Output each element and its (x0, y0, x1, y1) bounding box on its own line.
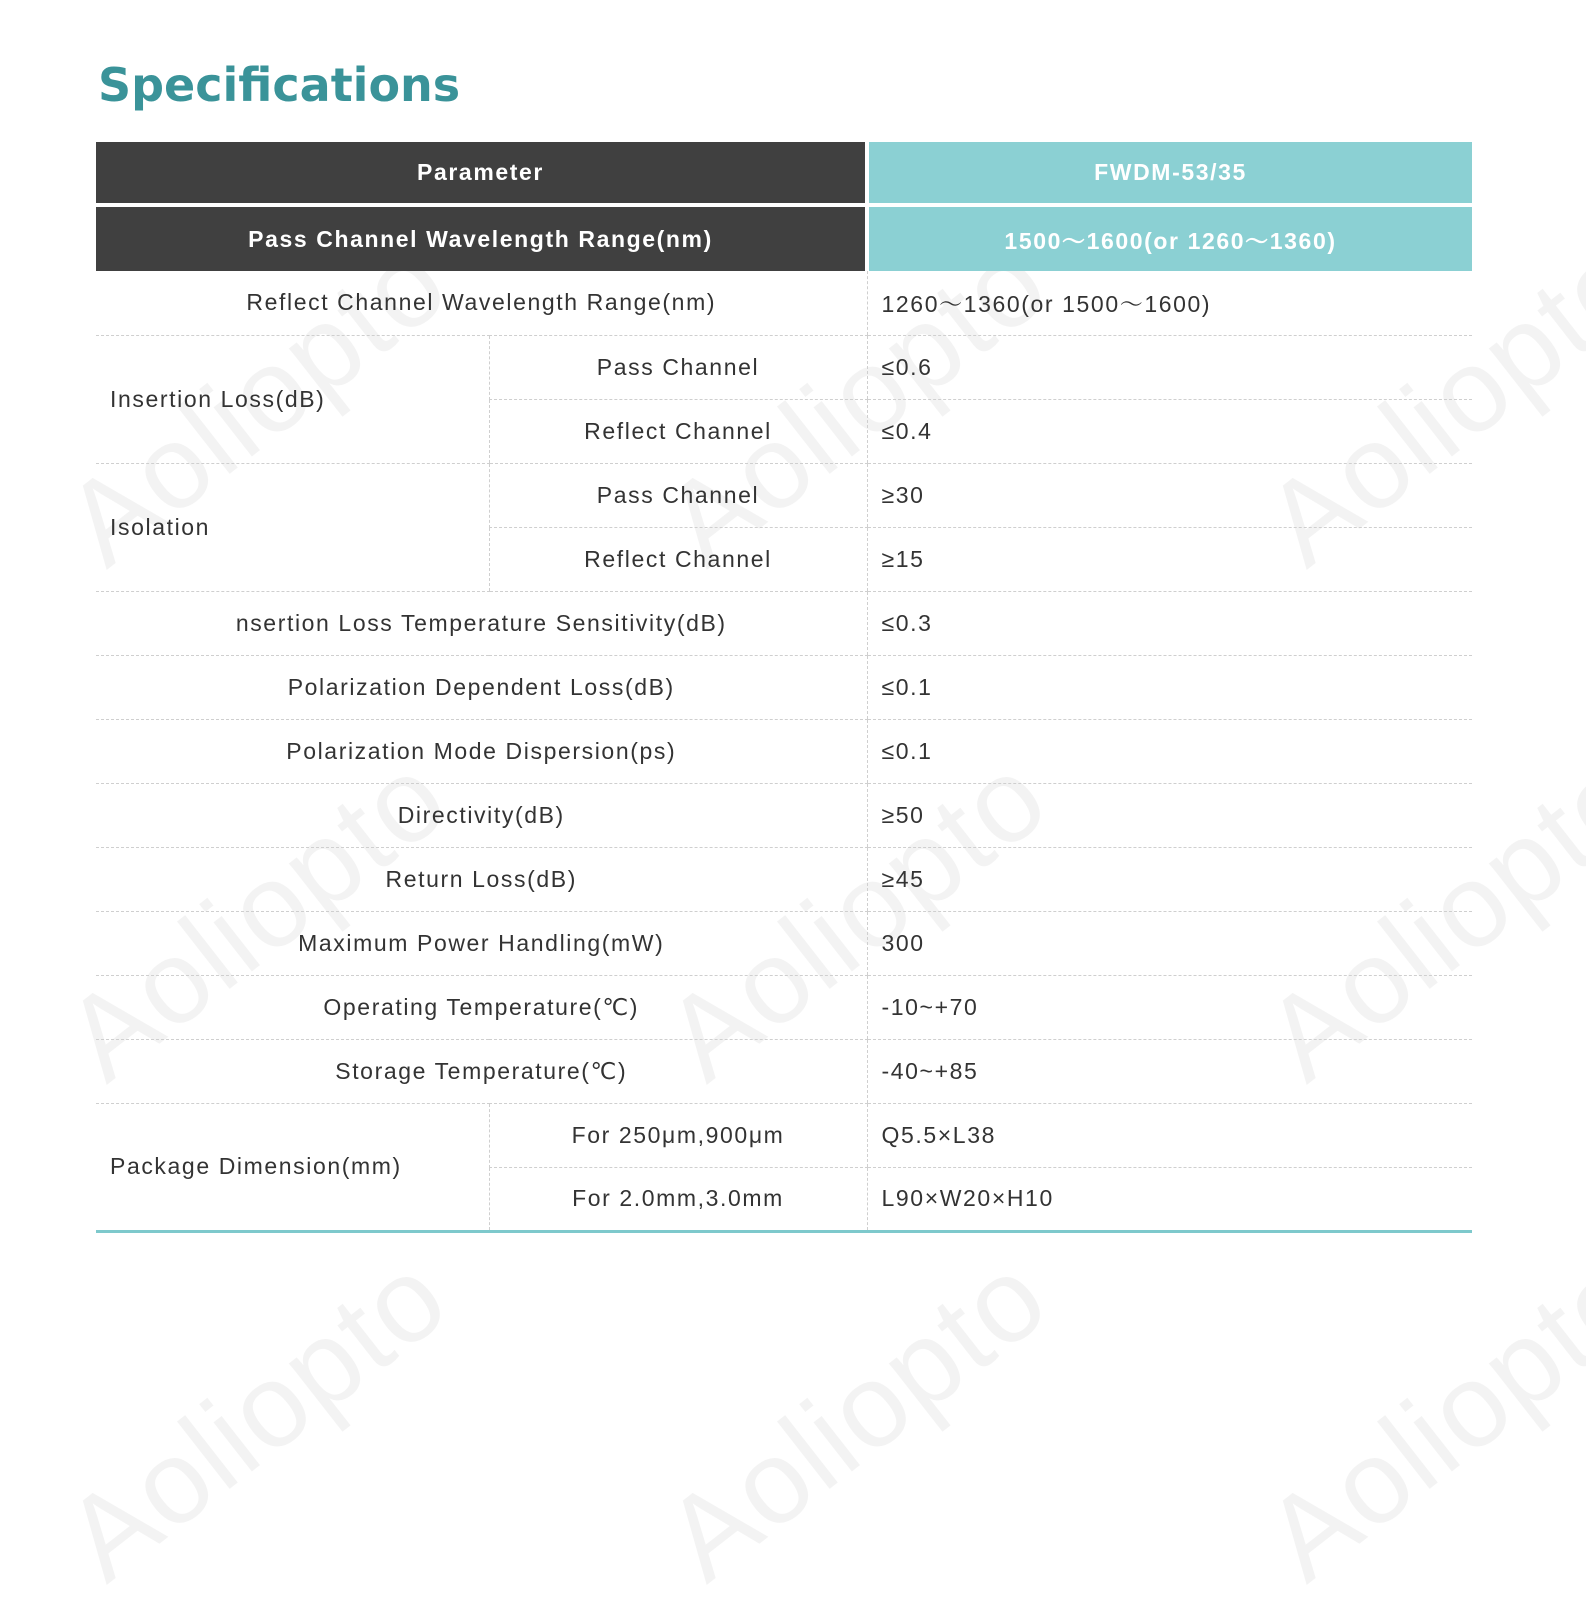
max-power-value: 300 (867, 911, 1472, 975)
storage-temp-value: -40~+85 (867, 1039, 1472, 1103)
table-row (96, 975, 1472, 1039)
package-sub2-value: L90×W20×H10 (867, 1167, 1472, 1231)
watermark (1240, 1228, 1586, 1607)
return-loss-label: Return Loss(dB) (96, 847, 867, 911)
return-loss-value: ≥45 (867, 847, 1472, 911)
table-header-row (96, 142, 1472, 205)
op-temp-label: Operating Temperature(℃) (96, 975, 867, 1039)
table-row (96, 911, 1472, 975)
insertion-loss-pass-label: Pass Channel (489, 335, 867, 399)
table-row (96, 847, 1472, 911)
op-temp-value: -10~+70 (867, 975, 1472, 1039)
isolation-reflect-label: Reflect Channel (489, 527, 867, 591)
isolation-label: Isolation (96, 463, 489, 591)
max-power-label: Maximum Power Handling(mW) (96, 911, 867, 975)
table-row (96, 463, 1472, 527)
table-row (96, 271, 1472, 335)
directivity-value: ≥50 (867, 783, 1472, 847)
pdl-value: ≤0.1 (867, 655, 1472, 719)
header-model: FWDM-53/35 (867, 142, 1472, 205)
insertion-loss-label: Insertion Loss(dB) (96, 335, 489, 463)
table-header-row-2 (96, 205, 1472, 271)
isolation-reflect-value: ≥15 (867, 527, 1472, 591)
package-sub1-value: Q5.5×L38 (867, 1103, 1472, 1167)
directivity-label: Directivity(dB) (96, 783, 867, 847)
pmd-label: Polarization Mode Dispersion(ps) (96, 719, 867, 783)
table-row (96, 783, 1472, 847)
pmd-value: ≤0.1 (867, 719, 1472, 783)
package-label: Package Dimension(mm) (96, 1103, 489, 1231)
pass-range-label: Pass Channel Wavelength Range(nm) (96, 205, 867, 271)
table-row (96, 335, 1472, 399)
storage-temp-label: Storage Temperature(℃) (96, 1039, 867, 1103)
table-row (96, 655, 1472, 719)
specifications-table (96, 142, 1472, 1233)
watermark (640, 1228, 1072, 1607)
insertion-loss-reflect-label: Reflect Channel (489, 399, 867, 463)
isolation-pass-label: Pass Channel (489, 463, 867, 527)
isolation-pass-value: ≥30 (867, 463, 1472, 527)
package-sub1-label: For 250μm,900μm (489, 1103, 867, 1167)
il-temp-value: ≤0.3 (867, 591, 1472, 655)
header-parameter: Parameter (96, 142, 867, 205)
page-title: Specifications (98, 58, 461, 112)
pass-range-value: 1500～1600(or 1260～1360) (867, 205, 1472, 271)
insertion-loss-pass-value: ≤0.6 (867, 335, 1472, 399)
reflect-range-value: 1260～1360(or 1500～1600) (867, 271, 1472, 335)
table-row (96, 719, 1472, 783)
watermark (40, 1228, 472, 1607)
il-temp-label: nsertion Loss Temperature Sensitivity(dB) (96, 591, 867, 655)
table-row (96, 1103, 1472, 1167)
table-row (96, 591, 1472, 655)
reflect-range-label: Reflect Channel Wavelength Range(nm) (96, 271, 867, 335)
table-row (96, 1039, 1472, 1103)
package-sub2-label: For 2.0mm,3.0mm (489, 1167, 867, 1231)
pdl-label: Polarization Dependent Loss(dB) (96, 655, 867, 719)
insertion-loss-reflect-value: ≤0.4 (867, 399, 1472, 463)
